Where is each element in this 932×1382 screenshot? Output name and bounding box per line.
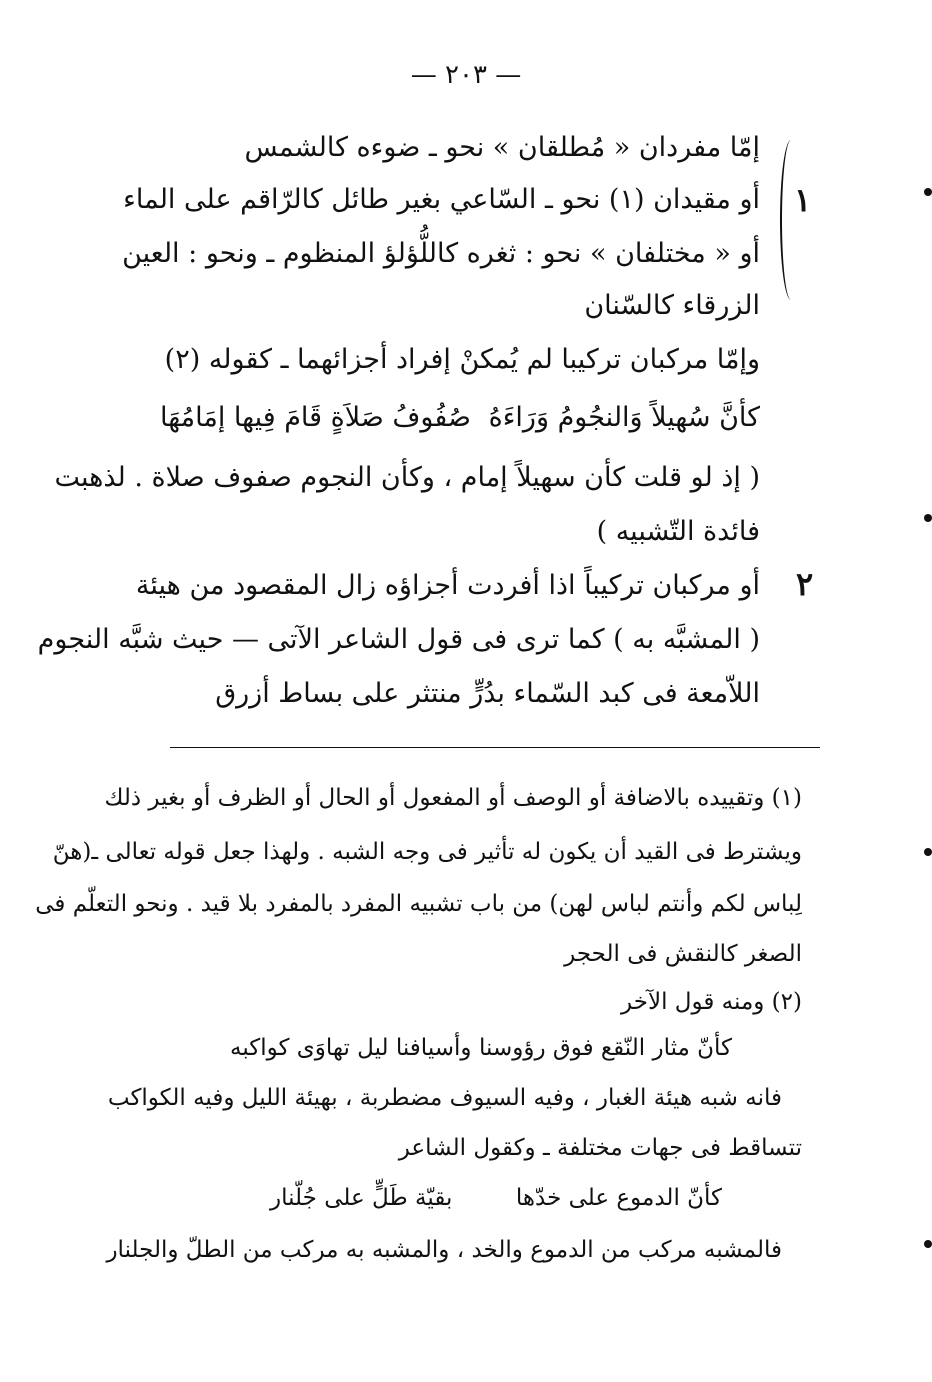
item-number-1: ١ (794, 181, 812, 219)
margin-mark (924, 514, 932, 522)
footnote-1-line-3: لِباس لكم وأنتم لباس لهن) من باب تشبيه المفرد بالمفرد بلا قيد . ونحو التعلّم فى (35, 891, 802, 917)
footnote-2-line-3: تتساقط فى جهات مختلفة ـ وكقول الشاعر (398, 1135, 802, 1161)
main-line-1: إمّا مفردان « مُطلقان » نحو ـ ضوءه كالشمس (244, 132, 760, 163)
footnote-2-intro: (٢) ومنه قول الآخر (621, 989, 802, 1015)
footnote-verse-2-hemistich-1: كأنّ الدموع على خدّها (515, 1185, 722, 1211)
main-line-8: فائدة التّشبيه ) (596, 516, 760, 547)
footnote-separator (170, 747, 820, 748)
main-line-2: أو مقيدان (١) نحو ـ السّاعي بغير طائل كالرّاقم على الماء (123, 184, 760, 215)
footnote-1-line-1: (١) وتقييده بالاضافة أو الوصف أو المفعول أو الحال أو الظرف أو بغير ذلك (104, 785, 802, 811)
footnote-1-line-2: ويشترط فى القيد أن يكون له تأثير فى وجه الشبه . ولهذا جعل قوله تعالى ـ(هنّ (52, 839, 802, 865)
main-line-5: وإمّا مركبان تركيبا لم يُمكنْ إفراد أجزائهما ـ كقوله (٢) (164, 344, 760, 375)
grouping-brace (780, 140, 802, 300)
footnote-verse-1-hemistich-1: كأنّ مثار النّقع فوق رؤوسنا (479, 1035, 732, 1061)
footnote-2-line-4: فالمشبه مركب من الدموع والخد ، والمشبه به مركب من الطلّ والجلنار (106, 1237, 782, 1263)
main-line-10: ( المشبَّه به ) كما ترى فى قول الشاعر الآتى — حيث شبَّه النجوم (37, 624, 760, 655)
margin-mark (924, 188, 932, 196)
main-line-11: اللاّمعة فى كبد السّماء بدُرٍّ منتثر على بساط أزرق (215, 678, 760, 709)
footnote-1-line-4: الصغر كالنقش فى الحجر (564, 941, 802, 967)
page-number: — ٢٠٣ — (410, 60, 522, 90)
main-line-9: أو مركبان تركيباً اذا أفردت أجزاؤه زال المقصود من هيئة (135, 570, 760, 601)
verse-hemistich-1: كأنَّ سُهيلاً وَالنجُومُ وَرَاءَهُ (488, 402, 760, 433)
verse-hemistich-2: صُفُوفُ صَلاَةٍ قَامَ فِيها إمَامُهَا (160, 402, 471, 433)
footnote-verse-1-hemistich-2: وأسيافنا ليل تهاوَى كواكبه (230, 1035, 472, 1061)
main-line-3: أو « مختلفان » نحو : ثغره كاللُّؤلؤ المنظوم ـ ونحو : العين (122, 238, 760, 269)
margin-mark (924, 1240, 932, 1248)
margin-mark (924, 848, 932, 856)
main-line-4: الزرقاء كالسّنان (584, 290, 760, 321)
main-line-7: ( إذ لو قلت كأن سهيلاً إمام ، وكأن النجوم صفوف صلاة . لذهبت (54, 462, 760, 493)
item-number-2: ٢ (796, 565, 814, 603)
footnote-2-line-2: فانه شبه هيئة الغبار ، وفيه السيوف مضطربة ، بهيئة الليل وفيه الكواكب (107, 1085, 782, 1111)
footnote-verse-2-hemistich-2: بقيّة طَلٍّ على جُلّنار (270, 1185, 453, 1211)
